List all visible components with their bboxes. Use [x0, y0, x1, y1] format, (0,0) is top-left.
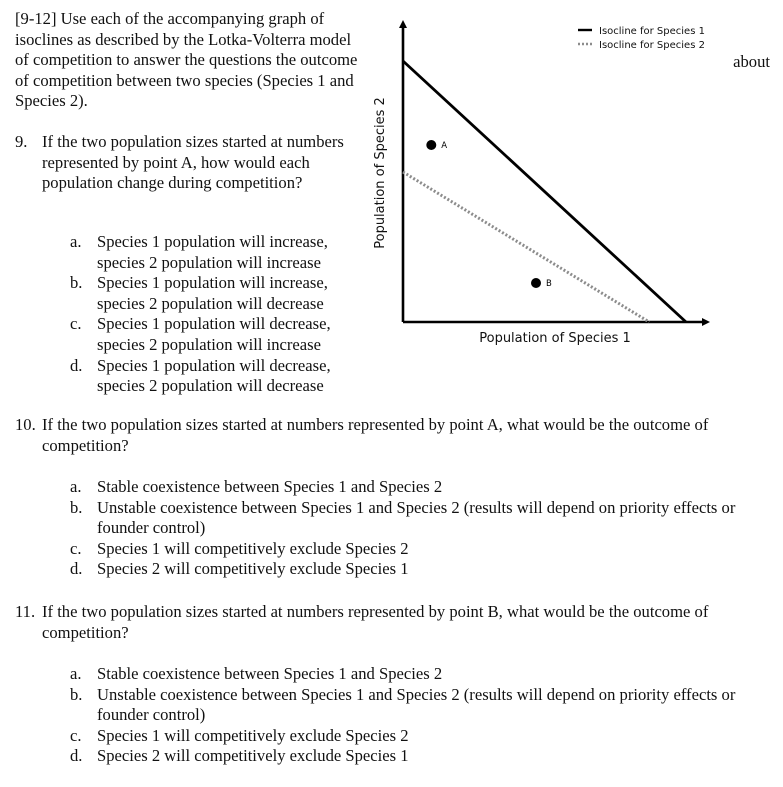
question-10-option-c[interactable]: [70, 539, 775, 560]
isocline-species-2-line: [403, 172, 649, 322]
point-a-marker: [426, 140, 436, 150]
option-text: Species 1 will competitively exclude Species 2: [97, 725, 409, 745]
option-text: Species 1 will competitively exclude Species 2: [97, 538, 409, 558]
question-11-option-b[interactable]: [70, 685, 775, 726]
question-11-option-a[interactable]: [70, 664, 775, 685]
question-10-text: If the two population sizes started at numbers represented by point A, what would be the outcome of competition?: [42, 415, 709, 455]
option-letter: d.: [70, 355, 83, 375]
isocline-chart: [368, 10, 728, 355]
legend-label-species-1: Isocline for Species 1: [599, 26, 705, 37]
option-letter: a.: [70, 664, 82, 683]
question-9-option-d[interactable]: [70, 356, 370, 397]
option-letter: a.: [70, 232, 82, 251]
option-letter: b.: [70, 684, 83, 704]
option-text: Species 1 population will increase, species 2 population will decrease: [97, 273, 328, 313]
option-letter: b.: [70, 497, 83, 517]
question-9-number: 9.: [15, 132, 28, 151]
question-10-number: 10.: [15, 415, 36, 434]
option-text: Unstable coexistence between Species 1 and Species 2 (results will depend on priority effects or founder control): [97, 497, 736, 538]
question-11: [15, 602, 775, 766]
question-10-option-d[interactable]: [70, 559, 775, 580]
question-11-options: [70, 664, 775, 767]
option-letter: d.: [70, 559, 83, 579]
point-b-marker: [531, 278, 541, 288]
question-9: [15, 132, 365, 396]
question-9-option-c[interactable]: [70, 314, 370, 355]
question-9-stem: [15, 132, 365, 194]
question-10-stem: [15, 415, 775, 456]
option-text: Species 1 population will decrease, species 2 population will increase: [97, 314, 331, 354]
question-10-options: [70, 477, 775, 580]
option-text: Stable coexistence between Species 1 and Species 2: [97, 477, 443, 496]
question-11-number: 11.: [15, 602, 36, 621]
intro-paragraph: [9-12] Use each of the accompanying graph of isoclines as described by the Lotka-Volterra model of competition to answer the questions the outcome of competition between two species (Species 1 and Species 2).: [15, 9, 358, 111]
option-text: Unstable coexistence between Species 1 and Species 2 (results will depend on priority effects or founder control): [97, 684, 736, 725]
option-letter: c.: [70, 538, 82, 558]
question-9-option-b[interactable]: [70, 273, 370, 314]
question-11-stem: [15, 602, 775, 643]
question-9-option-a[interactable]: [70, 232, 370, 273]
legend-label-species-2: Isocline for Species 2: [599, 40, 705, 51]
about-text: about: [733, 52, 770, 71]
option-letter: d.: [70, 746, 83, 766]
option-letter: c.: [70, 725, 82, 745]
question-10-option-a[interactable]: [70, 477, 775, 498]
option-letter: c.: [70, 314, 82, 334]
question-11-text: If the two population sizes started at numbers represented by point B, what would be the outcome of competition?: [42, 602, 709, 642]
chart-legend: [578, 26, 705, 51]
option-letter: b.: [70, 273, 83, 293]
question-11-option-c[interactable]: [70, 726, 775, 747]
option-text: Species 1 population will decrease, species 2 population will decrease: [97, 355, 331, 396]
y-axis-label: Population of Species 2: [373, 97, 388, 249]
x-axis-label: Population of Species 1: [479, 331, 631, 346]
isocline-species-1-line: [403, 61, 686, 322]
option-text: Species 2 will competitively exclude Species 1: [97, 559, 409, 579]
option-text: Species 2 will competitively exclude Species 1: [97, 746, 409, 766]
point-a-label: A: [441, 141, 448, 151]
option-letter: a.: [70, 477, 82, 496]
point-b-label: B: [546, 279, 552, 289]
question-11-option-d[interactable]: [70, 746, 775, 767]
option-text: Stable coexistence between Species 1 and Species 2: [97, 664, 443, 683]
question-10: [15, 415, 775, 579]
option-text: Species 1 population will increase, species 2 population will increase: [97, 232, 328, 272]
question-10-option-b[interactable]: [70, 498, 775, 539]
question-9-options: [70, 232, 370, 397]
question-9-text: If the two population sizes started at numbers represented by point A, how would each population change during competition?: [42, 132, 344, 193]
